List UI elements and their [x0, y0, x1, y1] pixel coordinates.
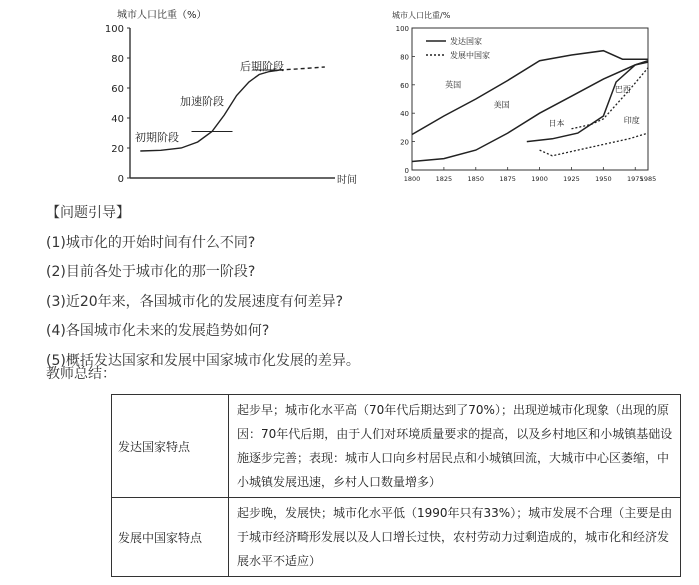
row-label-developing: 发展中国家特点: [112, 498, 229, 577]
left-y-tick-label: 80: [111, 54, 124, 65]
right-x-tick-label: 1825: [435, 175, 453, 183]
series-line-日本: [527, 61, 648, 142]
right-x-tick-label: 1950: [595, 175, 612, 183]
right-y-tick-label: 80: [400, 53, 409, 62]
right-x-axis-ticks: [404, 167, 657, 183]
right-x-tick-label: 1875: [499, 175, 516, 183]
series-line-印度: [540, 133, 648, 156]
row-label-developed: 发达国家特点: [112, 395, 229, 498]
right-series-group: [412, 51, 648, 162]
right-series-labels: [445, 80, 640, 128]
right-y-tick-label: 40: [400, 110, 409, 119]
row-text-developing: 起步晚，发展快；城市化水平低（1990年只有33%）；城市发展不合理（主要是由于城市经济畸形发展以及人口增长过快，农村劳动力过剩造成的，城市化和经济发展水平不适应）: [229, 498, 681, 577]
series-label: 美国: [493, 100, 510, 110]
right-chart-title: 城市人口比重/%: [392, 11, 451, 20]
question-item: (4)各国城市化未来的发展趋势如何?: [46, 323, 270, 339]
stage-label-acceleration: 加速阶段: [180, 95, 224, 108]
summary-table: [111, 394, 681, 577]
right-y-tick-label: 60: [400, 81, 409, 90]
table-row: [112, 498, 681, 577]
right-x-tick-label: 1800: [403, 175, 421, 183]
right-y-tick-label: 0: [404, 167, 409, 175]
series-label: 巴西: [614, 84, 631, 94]
right-y-tick-label: 20: [400, 138, 409, 147]
legend-developing-label: 发展中国家: [450, 51, 490, 60]
left-y-tick-label: 60: [111, 84, 124, 95]
legend-developed-label: 发达国家: [450, 37, 482, 46]
series-label: 印度: [623, 116, 640, 126]
left-y-tick-label: 40: [111, 114, 124, 125]
right-x-tick-label: 1985: [639, 175, 657, 183]
table-row: [112, 395, 681, 498]
question-item: (5)概括发达国家和发展中国家城市化发展的差异。: [46, 352, 360, 369]
series-line-美国: [412, 62, 648, 161]
left-y-tick-label: 100: [104, 24, 124, 35]
question-guide-header: 【问题引导】: [46, 205, 130, 221]
right-x-tick-label: 1975: [626, 175, 644, 183]
urbanization-stage-chart: [95, 0, 375, 192]
right-x-tick-label: 1900: [531, 175, 548, 183]
right-legend: [426, 36, 490, 60]
right-y-tick-label: 100: [395, 25, 409, 33]
left-y-tick-label: 20: [111, 144, 124, 155]
left-y-axis-ticks: [105, 24, 130, 185]
stage-label-late: 后期阶段: [240, 60, 284, 73]
left-x-axis-label: 时间: [337, 175, 357, 186]
teacher-summary-title: 教师总结：: [46, 366, 116, 382]
right-x-tick-label: 1925: [563, 175, 580, 183]
question-item: (3)近20年来，各国城市化的发展速度有何差异?: [46, 293, 344, 310]
row-text-developed: 起步早；城市化水平高（70年代后期达到了70%）；出现逆城市化现象（出现的原因：70年代后期，由于人们对环境质量要求的提高，以及乡村地区和小城镇基础设施逐步完善；表现：城市人口向乡村居民点和小城镇回流，大城市中心区萎缩，中小城镇发展迅速，乡村人口数量增多）: [229, 395, 681, 498]
left-chart-title: 城市人口比重（%）: [117, 10, 207, 21]
right-plot-frame: [412, 28, 648, 170]
country-urbanization-chart: [390, 4, 660, 190]
question-item: (1)城市化的开始时间有什么不同?: [46, 234, 256, 251]
series-label: 英国: [445, 80, 462, 90]
left-projection-line: [280, 67, 325, 70]
question-item: (2)目前各处于城市化的那一阶段?: [46, 264, 256, 280]
series-label: 日本: [548, 118, 565, 128]
left-y-tick-label: 0: [117, 174, 124, 185]
right-x-tick-label: 1850: [467, 175, 485, 183]
question-guide-section: [46, 199, 666, 376]
stage-label-early: 初期阶段: [135, 131, 179, 144]
